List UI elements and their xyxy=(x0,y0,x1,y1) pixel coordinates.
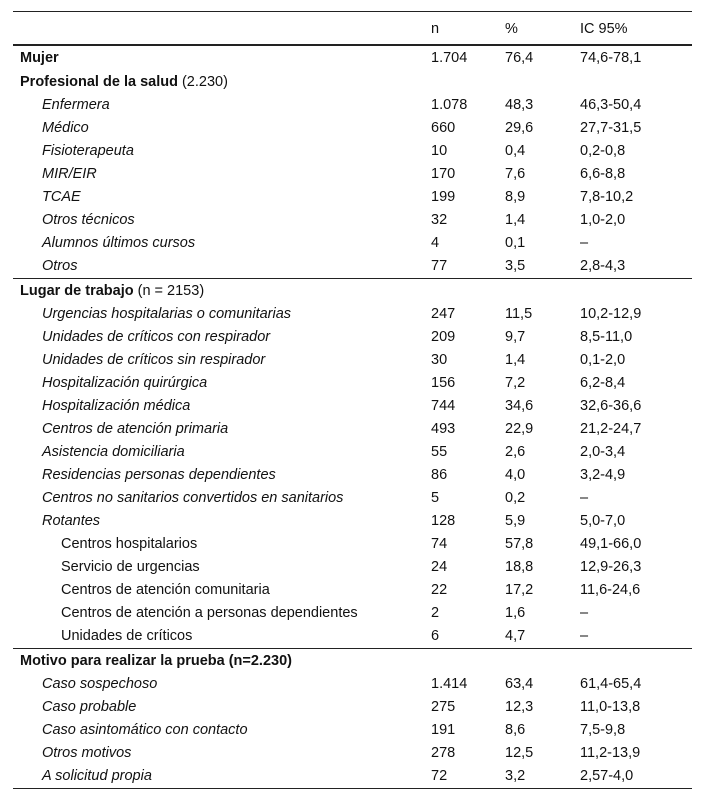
table-row xyxy=(13,140,692,163)
row-label: Centros de atención a personas dependientes xyxy=(61,605,358,621)
cell-ci: 74,6-78,1 xyxy=(577,45,692,70)
cell-percent: 5,9 xyxy=(505,513,526,529)
row-label: Otros motivos xyxy=(42,745,132,761)
cell-ci: – xyxy=(580,605,589,621)
cell-percent: 2,6 xyxy=(505,444,526,460)
cell-ci: 6,6-8,8 xyxy=(580,166,626,182)
section-qualifier: (n = 2153) xyxy=(133,282,205,299)
cell-percent: 0,4 xyxy=(505,143,526,159)
cell-ci: 32,6-36,6 xyxy=(580,398,642,414)
row-label: Unidades de críticos xyxy=(61,628,193,644)
table-row xyxy=(13,117,692,140)
table-row xyxy=(13,372,692,395)
cell-ci: 3,2-4,9 xyxy=(580,467,626,483)
table-row xyxy=(13,163,692,186)
cell-percent: 8,9 xyxy=(505,189,526,205)
row-label: MIR/EIR xyxy=(42,166,97,182)
cell-ci: 8,5-11,0 xyxy=(580,329,633,345)
cell-percent: 1,6 xyxy=(505,605,526,621)
cell-percent: 3,5 xyxy=(505,258,526,274)
row-label: Fisioterapeuta xyxy=(42,143,134,159)
cell-n: 191 xyxy=(431,722,456,738)
table-row xyxy=(13,487,692,510)
table-row xyxy=(13,533,692,556)
table-row xyxy=(13,418,692,441)
row-label: Urgencias hospitalarias o comunitarias xyxy=(42,306,292,322)
cell-n: 278 xyxy=(431,745,456,761)
section-title: Profesional de la salud xyxy=(20,73,178,90)
cell-percent: 29,6 xyxy=(505,120,534,136)
table-row xyxy=(13,395,692,418)
row-label: A solicitud propia xyxy=(13,765,417,789)
cell-percent: 0,1 xyxy=(505,235,526,251)
section-title: Motivo para realizar la prueba (n=2.230) xyxy=(20,652,292,669)
cell-percent: 17,2 xyxy=(505,582,534,598)
row-label: Otros xyxy=(42,258,78,274)
cell-ci: 21,2-24,7 xyxy=(580,421,642,437)
cell-percent: 7,2 xyxy=(505,375,526,391)
cell-ci: 0,1-2,0 xyxy=(580,352,626,368)
cell-n: 6 xyxy=(431,628,440,644)
cell-n: 1.704 xyxy=(417,45,502,70)
header-ci95: IC 95% xyxy=(580,20,628,37)
header-row xyxy=(13,12,692,46)
cell-n: 86 xyxy=(431,467,448,483)
cell-n: 275 xyxy=(431,699,456,715)
cell-ci: 7,5-9,8 xyxy=(580,722,626,738)
cell-percent: 1,4 xyxy=(505,212,526,228)
cell-percent: 9,7 xyxy=(505,329,526,345)
row-label: Hospitalización quirúrgica xyxy=(42,375,208,391)
table-row xyxy=(13,349,692,372)
cell-n: 1.414 xyxy=(431,676,468,692)
cell-ci: – xyxy=(580,235,589,251)
table-row xyxy=(13,326,692,349)
header-n: n xyxy=(431,20,440,37)
cell-n: 156 xyxy=(431,375,456,391)
cell-n: 247 xyxy=(431,306,456,322)
cell-ci: 6,2-8,4 xyxy=(580,375,626,391)
cell-n: 32 xyxy=(431,212,448,228)
row-label: Alumnos últimos cursos xyxy=(42,235,196,251)
cell-ci: 2,0-3,4 xyxy=(580,444,626,460)
table-row xyxy=(13,303,692,326)
cell-percent: 12,5 xyxy=(505,745,534,761)
header-percent: % xyxy=(505,20,518,37)
cell-percent: 7,6 xyxy=(505,166,526,182)
table-row xyxy=(13,510,692,533)
table-row xyxy=(13,742,692,765)
cell-ci: 11,2-13,9 xyxy=(580,745,641,761)
cell-n: 170 xyxy=(431,166,456,182)
table-row xyxy=(13,719,692,742)
table-row xyxy=(13,602,692,625)
row-label: Caso probable xyxy=(42,699,137,715)
cell-ci: 27,7-31,5 xyxy=(580,120,642,136)
cell-n: 493 xyxy=(431,421,456,437)
cell-n: 199 xyxy=(431,189,456,205)
section-qualifier: (2.230) xyxy=(177,73,228,90)
row-label: Rotantes xyxy=(42,513,101,529)
table-row xyxy=(13,441,692,464)
cell-percent: 4,7 xyxy=(505,628,526,644)
cell-percent: 3,2 xyxy=(502,765,577,789)
cell-n: 2 xyxy=(431,605,440,621)
table-row xyxy=(13,673,692,696)
table-row xyxy=(13,579,692,602)
cell-n: 660 xyxy=(431,120,456,136)
cell-percent: 18,8 xyxy=(505,559,534,575)
cell-ci: 5,0-7,0 xyxy=(580,513,626,529)
row-label: Caso asintomático con contacto xyxy=(42,722,248,738)
cell-n: 1.078 xyxy=(431,97,468,113)
section-header-row xyxy=(13,279,692,304)
row-label: Unidades de críticos con respirador xyxy=(42,329,271,345)
cell-n: 30 xyxy=(431,352,448,368)
cell-percent: 76,4 xyxy=(502,45,577,70)
cell-ci: 11,0-13,8 xyxy=(580,699,641,715)
table-container xyxy=(13,11,692,789)
cell-percent: 8,6 xyxy=(505,722,526,738)
table-row xyxy=(13,625,692,649)
row-label: Centros de atención comunitaria xyxy=(61,582,270,598)
table-row xyxy=(13,186,692,209)
cell-n: 72 xyxy=(417,765,502,789)
table-row xyxy=(13,765,692,789)
row-label: Unidades de críticos sin respirador xyxy=(42,352,266,368)
table-row xyxy=(13,464,692,487)
row-label: Otros técnicos xyxy=(42,212,135,228)
cell-ci: 12,9-26,3 xyxy=(580,559,642,575)
table-row xyxy=(13,94,692,117)
cell-n: 77 xyxy=(431,258,448,274)
cell-percent: 63,4 xyxy=(505,676,534,692)
table-row xyxy=(13,209,692,232)
table-row xyxy=(13,255,692,279)
row-label: Enfermera xyxy=(42,97,110,113)
cell-ci: 46,3-50,4 xyxy=(580,97,642,113)
cell-percent: 4,0 xyxy=(505,467,526,483)
cell-n: 22 xyxy=(431,582,448,598)
cell-ci: 10,2-12,9 xyxy=(580,306,642,322)
section-header-row xyxy=(13,649,692,674)
row-label: Centros de atención primaria xyxy=(42,421,229,437)
cell-ci: 1,0-2,0 xyxy=(580,212,626,228)
cell-n: 55 xyxy=(431,444,448,460)
section-header-row xyxy=(13,70,692,94)
table-row xyxy=(13,556,692,579)
row-label: Hospitalización médica xyxy=(42,398,191,414)
cell-n: 4 xyxy=(431,235,440,251)
row-label: Servicio de urgencias xyxy=(61,559,200,575)
cell-percent: 57,8 xyxy=(505,536,534,552)
cell-percent: 11,5 xyxy=(505,306,533,322)
cell-ci: 0,2-0,8 xyxy=(580,143,626,159)
data-table xyxy=(13,11,692,789)
cell-ci: 11,6-24,6 xyxy=(580,582,641,598)
cell-ci: – xyxy=(580,628,589,644)
table-row xyxy=(13,45,692,70)
cell-n: 209 xyxy=(431,329,456,345)
cell-ci: 2,8-4,3 xyxy=(580,258,626,274)
row-label: TCAE xyxy=(42,189,81,205)
cell-percent: 0,2 xyxy=(505,490,526,506)
row-label: Centros no sanitarios convertidos en sanitarios xyxy=(42,490,344,506)
header-label xyxy=(13,12,417,46)
row-label: Centros hospitalarios xyxy=(61,536,198,552)
cell-n: 10 xyxy=(431,143,448,159)
cell-n: 744 xyxy=(431,398,456,414)
row-label: Mujer xyxy=(20,49,59,66)
cell-percent: 1,4 xyxy=(505,352,526,368)
table-row xyxy=(13,232,692,255)
cell-n: 5 xyxy=(431,490,440,506)
section-title: Lugar de trabajo xyxy=(20,282,134,299)
cell-ci: – xyxy=(580,490,589,506)
row-label: Asistencia domiciliaria xyxy=(42,444,185,460)
row-label: Caso sospechoso xyxy=(42,676,158,692)
cell-percent: 12,3 xyxy=(505,699,534,715)
cell-ci: 61,4-65,4 xyxy=(580,676,642,692)
cell-n: 128 xyxy=(431,513,456,529)
cell-ci: 2,57-4,0 xyxy=(577,765,692,789)
cell-ci: 49,1-66,0 xyxy=(580,536,642,552)
cell-ci: 7,8-10,2 xyxy=(580,189,634,205)
cell-n: 74 xyxy=(431,536,448,552)
table-row xyxy=(13,696,692,719)
cell-percent: 34,6 xyxy=(505,398,534,414)
cell-n: 24 xyxy=(431,559,448,575)
cell-percent: 48,3 xyxy=(505,97,534,113)
row-label: Residencias personas dependientes xyxy=(42,467,276,483)
row-label: Médico xyxy=(42,120,89,136)
cell-percent: 22,9 xyxy=(505,421,534,437)
